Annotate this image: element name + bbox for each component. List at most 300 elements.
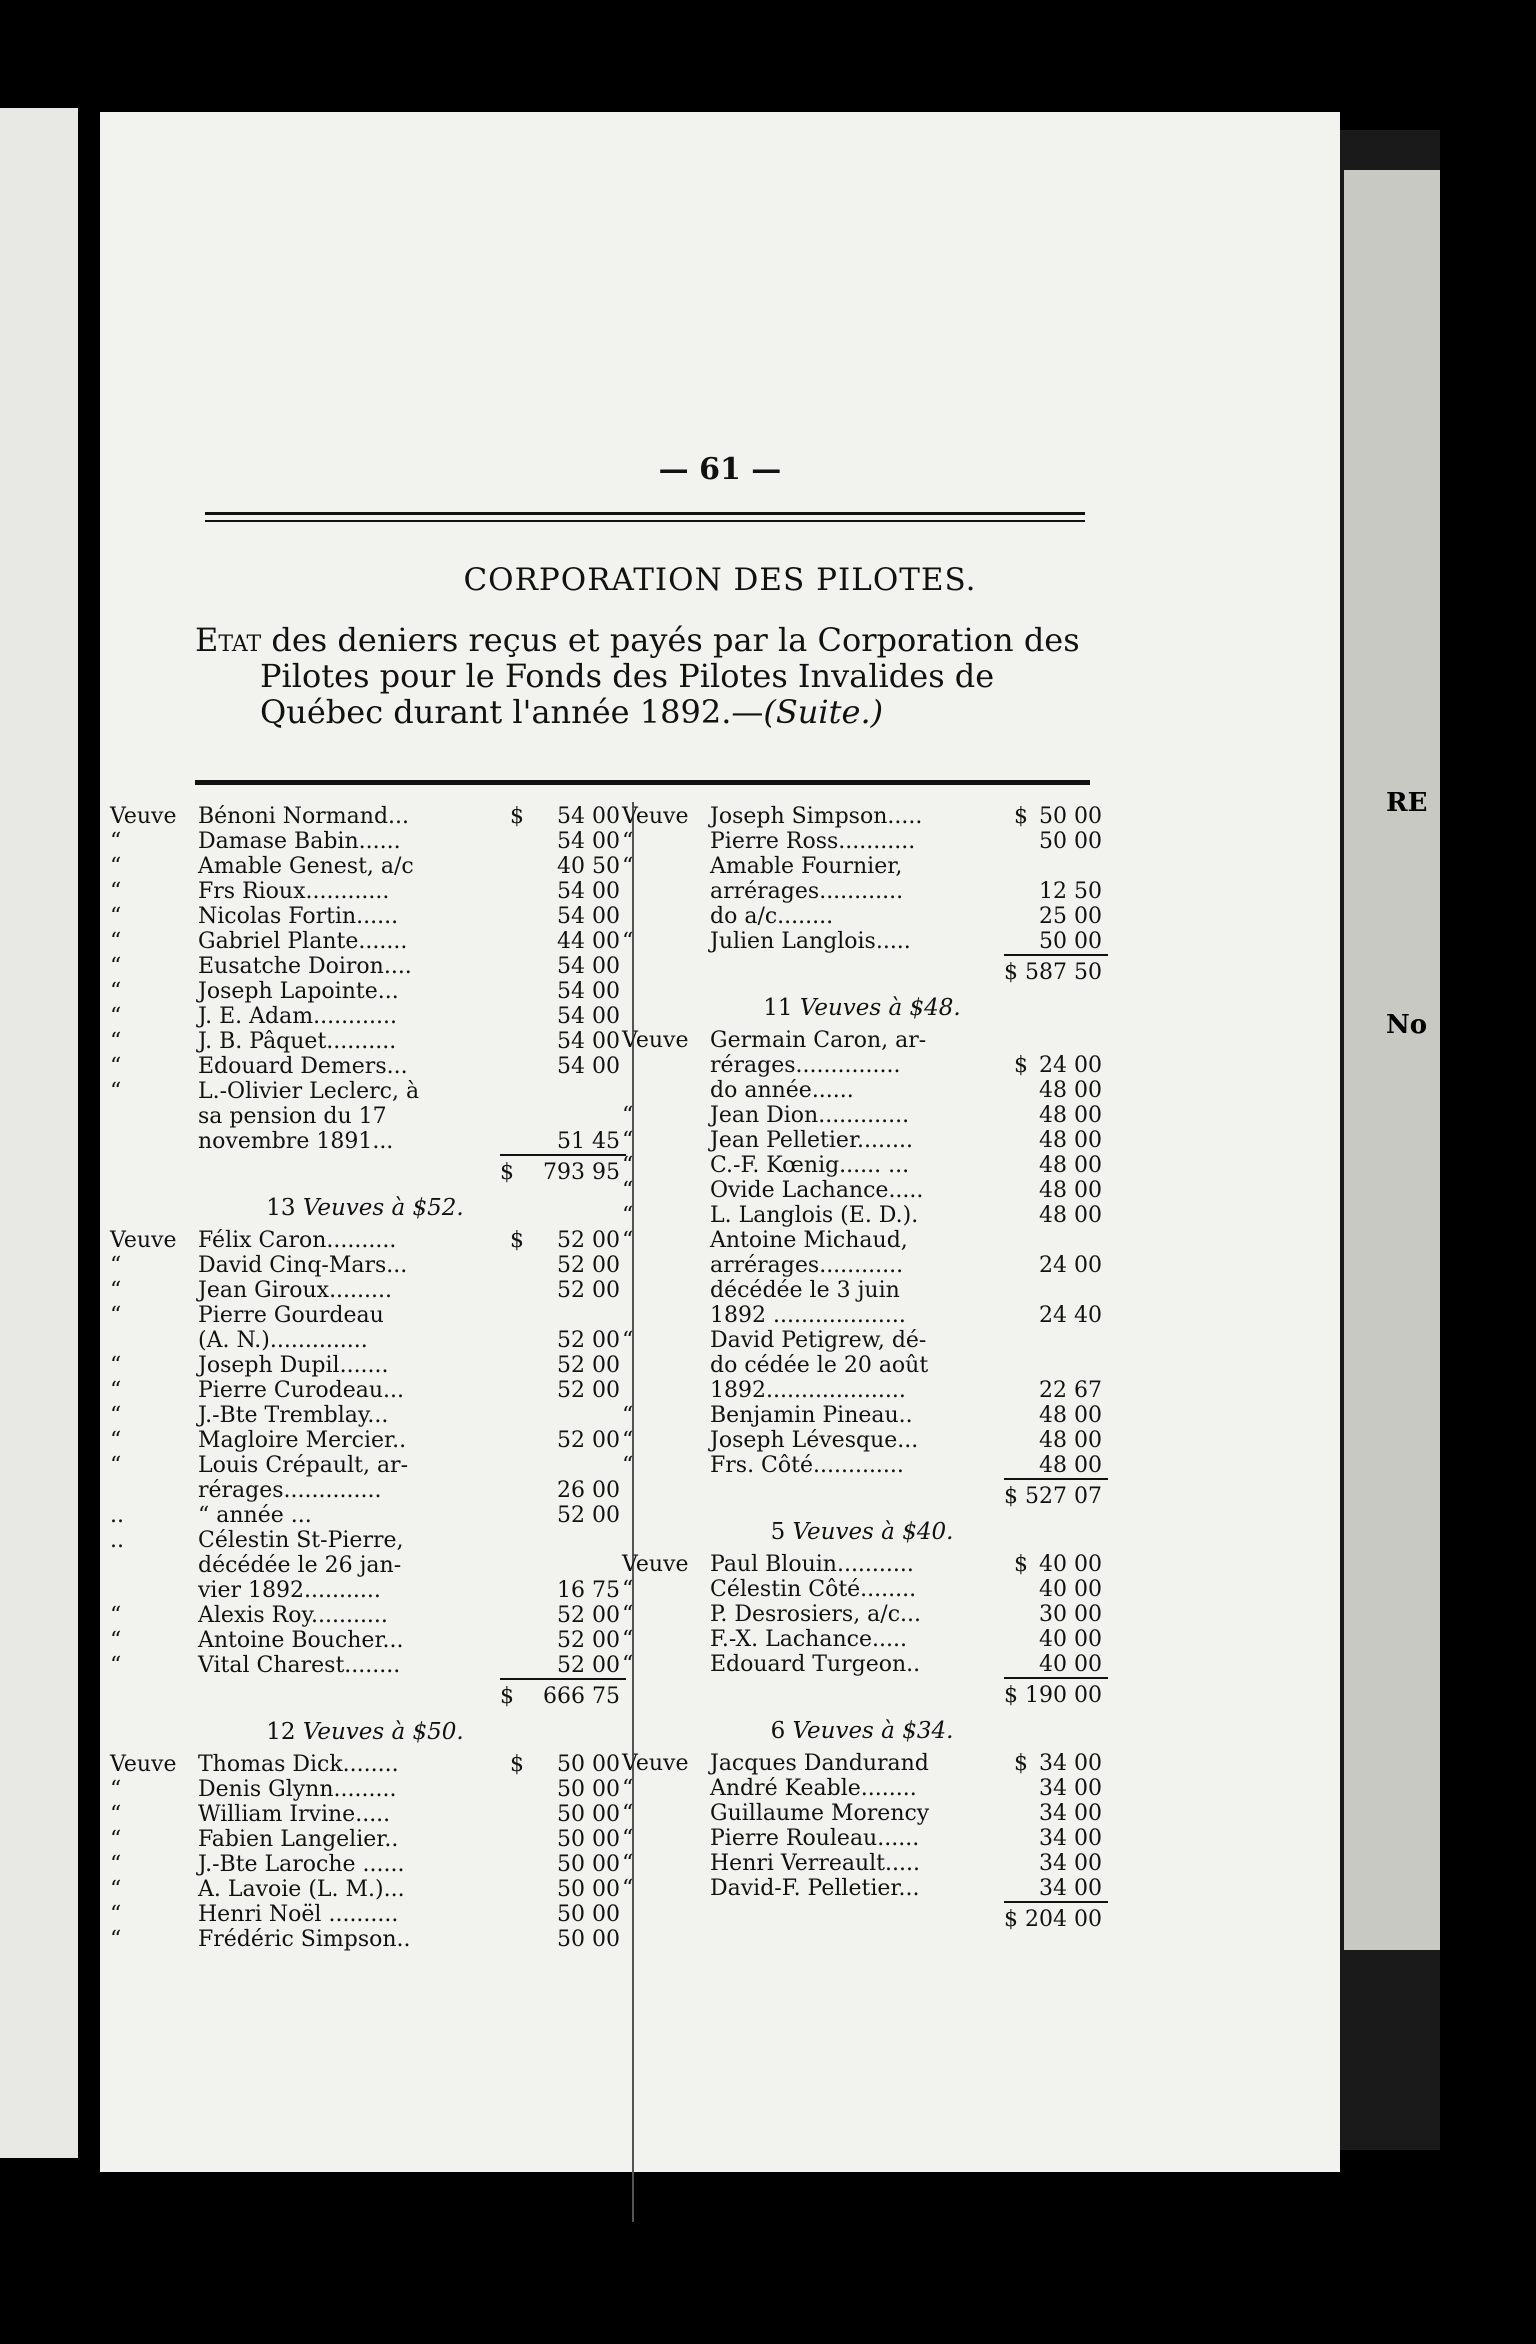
row-name: L. Langlois (E. D.). [710, 1203, 919, 1228]
table-row [622, 854, 1102, 879]
group-total [622, 1478, 1102, 1512]
row-prefix: “ [622, 1328, 634, 1353]
group-heading [110, 1712, 620, 1752]
row-name: Amable Fournier, [710, 854, 903, 879]
row-amount: 48 00 [1039, 1203, 1102, 1228]
table-row [622, 1403, 1102, 1428]
row-amount: 48 00 [1039, 1403, 1102, 1428]
row-amount: 24 00 [1039, 1053, 1102, 1078]
row-prefix: “ [622, 1652, 634, 1677]
table-row [110, 1528, 620, 1553]
row-name: Amable Genest, a/c [198, 854, 414, 879]
row-name: do cédée le 20 août [710, 1353, 929, 1378]
total-amount: 527 07 [1025, 1484, 1102, 1509]
row-amount: 50 00 [557, 1852, 620, 1877]
row-name: do a/c........ [710, 904, 834, 929]
row-amount: 52 00 [557, 1503, 620, 1528]
table-row [622, 1453, 1102, 1478]
total-rule [1004, 1478, 1108, 1480]
row-prefix: “ [110, 1877, 122, 1902]
row-amount: 54 00 [557, 904, 620, 929]
table-row [110, 1553, 620, 1578]
table-row [110, 929, 620, 954]
row-name: Pierre Rouleau...... [710, 1826, 920, 1851]
row-amount: 50 00 [1039, 929, 1102, 954]
table-row [110, 1777, 620, 1802]
row-prefix: “ [110, 829, 122, 854]
table-row [622, 1053, 1102, 1078]
row-prefix: “ [622, 1577, 634, 1602]
group-label: Veuves à $48. [799, 995, 961, 1021]
row-amount: 52 00 [557, 1378, 620, 1403]
row-name: Benjamin Pineau.. [710, 1403, 913, 1428]
table-row [110, 1503, 620, 1528]
row-name: Frs. Côté............. [710, 1453, 904, 1478]
group-count: 6 [770, 1718, 786, 1744]
row-name: Eusatche Doiron.... [198, 954, 412, 979]
table-row [110, 1378, 620, 1403]
total-amount: 204 00 [1025, 1907, 1102, 1932]
row-amount: 52 00 [557, 1653, 620, 1678]
table-row [622, 829, 1102, 854]
table-row [110, 1303, 620, 1328]
row-prefix: “ [110, 1079, 122, 1104]
row-amount: 24 00 [1039, 1253, 1102, 1278]
row-prefix: “ [622, 1627, 634, 1652]
group-label: Veuves à $40. [792, 1519, 954, 1545]
row-name: Célestin Côté........ [710, 1577, 917, 1602]
row-prefix: “ [110, 1253, 122, 1278]
table-row [622, 1078, 1102, 1103]
row-prefix: “ [110, 1777, 122, 1802]
row-amount: 52 00 [557, 1428, 620, 1453]
group-count: 13 [266, 1195, 296, 1221]
row-prefix: “ [622, 1876, 634, 1901]
total-rule [1004, 954, 1108, 956]
table-row [622, 929, 1102, 954]
row-amount: 40 00 [1039, 1577, 1102, 1602]
row-prefix: “ [110, 1653, 122, 1678]
row-name: Antoine Michaud, [710, 1228, 908, 1253]
table-row [110, 1403, 620, 1428]
row-name: Jean Dion............. [710, 1103, 910, 1128]
row-name: Edouard Demers... [198, 1054, 408, 1079]
row-amount: 34 00 [1039, 1826, 1102, 1851]
table-row [622, 1178, 1102, 1203]
row-name: Gabriel Plante....... [198, 929, 408, 954]
table-row [110, 1054, 620, 1079]
row-name: Louis Crépault, ar- [198, 1453, 409, 1478]
group-total [622, 954, 1102, 988]
row-prefix: “ [622, 854, 634, 879]
row-prefix: “ [622, 1826, 634, 1851]
row-amount: 50 00 [557, 1927, 620, 1952]
row-name: André Keable........ [710, 1776, 917, 1801]
row-amount: 16 75 [557, 1578, 620, 1603]
row-name: Antoine Boucher... [198, 1628, 404, 1653]
row-amount: 54 00 [557, 804, 620, 829]
table-row [110, 1603, 620, 1628]
table-row [622, 904, 1102, 929]
table-row [110, 1827, 620, 1852]
table-row [110, 1129, 620, 1154]
table-row [110, 879, 620, 904]
row-prefix: “ [622, 1801, 634, 1826]
table-row [622, 1303, 1102, 1328]
row-amount: 54 00 [557, 829, 620, 854]
row-amount: 52 00 [557, 1253, 620, 1278]
total-rule [1004, 1901, 1108, 1903]
group-label: Veuves à $50. [302, 1719, 464, 1745]
row-amount: 48 00 [1039, 1078, 1102, 1103]
row-dollar: $ [1014, 1751, 1028, 1776]
total-dollar: $ [500, 1160, 514, 1185]
row-name: J.-Bte Laroche ...... [198, 1852, 405, 1877]
total-dollar: $ [1004, 1683, 1018, 1708]
row-amount: 44 00 [557, 929, 620, 954]
row-dollar: $ [1014, 1053, 1028, 1078]
row-prefix: “ [110, 1353, 122, 1378]
table-row [622, 1552, 1102, 1577]
row-name: L.-Olivier Leclerc, à [198, 1079, 420, 1104]
row-name: rérages.............. [198, 1478, 382, 1503]
total-amount: 587 50 [1025, 960, 1102, 985]
group-heading [622, 1512, 1102, 1552]
table-row [622, 1378, 1102, 1403]
row-name: Frédéric Simpson.. [198, 1927, 411, 1952]
table-row [622, 1228, 1102, 1253]
row-prefix: “ [110, 929, 122, 954]
table-row [622, 1776, 1102, 1801]
row-prefix: Veuve [622, 1552, 689, 1577]
table-row [622, 1028, 1102, 1053]
row-amount: 52 00 [557, 1278, 620, 1303]
row-prefix: “ [622, 1403, 634, 1428]
row-amount: 48 00 [1039, 1453, 1102, 1478]
row-name: William Irvine..... [198, 1802, 391, 1827]
row-amount: 54 00 [557, 954, 620, 979]
row-name: décédée le 3 juin [710, 1278, 900, 1303]
row-prefix: “ [622, 1776, 634, 1801]
row-prefix: “ [622, 1153, 634, 1178]
group-heading [622, 988, 1102, 1028]
table-row [110, 1802, 620, 1827]
row-prefix: “ [622, 1203, 634, 1228]
row-amount: 22 67 [1039, 1378, 1102, 1403]
table-row [622, 1103, 1102, 1128]
table-row [622, 879, 1102, 904]
margin-fragment-re: RE [1386, 788, 1428, 818]
row-amount: 40 00 [1039, 1627, 1102, 1652]
row-amount: 50 00 [1039, 804, 1102, 829]
intro-text: des deniers reçus et payés par la Corporation des Pilotes pour le Fonds des Pilotes Invalides de Québec durant l'année 1892.— [260, 621, 1080, 731]
row-amount: 50 00 [557, 1752, 620, 1777]
table-row [110, 1079, 620, 1104]
row-name: Joseph Lévesque... [710, 1428, 919, 1453]
total-dollar: $ [1004, 1907, 1018, 1932]
row-name: “ année ... [198, 1503, 312, 1528]
row-prefix: “ [110, 979, 122, 1004]
row-name: novembre 1891... [198, 1129, 394, 1154]
row-prefix: “ [110, 879, 122, 904]
table-row [110, 1253, 620, 1278]
table-row [622, 804, 1102, 829]
row-amount: 51 45 [557, 1129, 620, 1154]
total-rule [500, 1154, 626, 1156]
row-prefix: “ [110, 1453, 122, 1478]
row-prefix: Veuve [110, 1752, 177, 1777]
row-name: Guillaume Morency [710, 1801, 930, 1826]
row-name: C.-F. Kœnig...... ... [710, 1153, 910, 1178]
table-row [110, 1877, 620, 1902]
row-name: Paul Blouin........... [710, 1552, 914, 1577]
row-name: Damase Babin...... [198, 829, 401, 854]
row-prefix: “ [110, 1628, 122, 1653]
row-prefix: “ [110, 1902, 122, 1927]
document-page [100, 112, 1340, 2172]
row-name: Joseph Lapointe... [198, 979, 399, 1004]
table-row [110, 904, 620, 929]
row-prefix: “ [110, 1403, 122, 1428]
row-prefix: “ [110, 1852, 122, 1877]
row-amount: 54 00 [557, 979, 620, 1004]
row-amount: 50 00 [1039, 829, 1102, 854]
row-amount: 54 00 [557, 1054, 620, 1079]
row-name: do année...... [710, 1078, 854, 1103]
row-amount: 30 00 [1039, 1602, 1102, 1627]
table-row [622, 1328, 1102, 1353]
row-prefix: “ [110, 1428, 122, 1453]
row-name: Magloire Mercier.. [198, 1428, 407, 1453]
table-row [110, 1004, 620, 1029]
row-name: Henri Noël .......... [198, 1902, 399, 1927]
table-row [110, 1453, 620, 1478]
row-name: F.-X. Lachance..... [710, 1627, 907, 1652]
page-number: — 61 — [658, 452, 782, 487]
table-row [110, 1927, 620, 1952]
book-gutter [78, 108, 100, 2158]
table-row [110, 854, 620, 879]
row-amount: 48 00 [1039, 1428, 1102, 1453]
table-top-rule [195, 780, 1090, 785]
row-amount: 25 00 [1039, 904, 1102, 929]
row-prefix: “ [110, 1303, 122, 1328]
row-amount: 52 00 [557, 1628, 620, 1653]
row-name: Germain Caron, ar- [710, 1028, 927, 1053]
row-amount: 34 00 [1039, 1851, 1102, 1876]
row-name: J. E. Adam............ [198, 1004, 398, 1029]
row-prefix: Veuve [622, 1028, 689, 1053]
total-rule [1004, 1677, 1108, 1679]
row-prefix: “ [110, 1927, 122, 1952]
row-dollar: $ [510, 1228, 524, 1253]
table-row [622, 1627, 1102, 1652]
row-name: Edouard Turgeon.. [710, 1652, 921, 1677]
table-row [110, 1278, 620, 1303]
row-name: 1892 ................... [710, 1303, 906, 1328]
total-dollar: $ [1004, 960, 1018, 985]
row-prefix: Veuve [110, 1228, 177, 1253]
row-name: David-F. Pelletier... [710, 1876, 920, 1901]
row-name: Pierre Gourdeau [198, 1303, 384, 1328]
row-amount: 52 00 [557, 1353, 620, 1378]
row-prefix: “ [110, 1004, 122, 1029]
row-dollar: $ [1014, 1552, 1028, 1577]
row-prefix: “ [110, 1827, 122, 1852]
table-row [110, 1653, 620, 1678]
table-row [110, 829, 620, 854]
group-label: Veuves à $34. [792, 1718, 954, 1744]
table-row [622, 1801, 1102, 1826]
row-name: (A. N.).............. [198, 1328, 368, 1353]
row-prefix: “ [622, 1602, 634, 1627]
row-dollar: $ [510, 1752, 524, 1777]
row-prefix: “ [110, 954, 122, 979]
row-prefix: “ [110, 1378, 122, 1403]
row-amount: 48 00 [1039, 1128, 1102, 1153]
intro-paragraph [195, 622, 1085, 730]
table-row [110, 954, 620, 979]
row-amount: 52 00 [557, 1328, 620, 1353]
row-name: Nicolas Fortin...... [198, 904, 399, 929]
row-prefix: “ [110, 1278, 122, 1303]
row-name: Vital Charest........ [198, 1653, 401, 1678]
header-rule-top [205, 512, 1085, 515]
table-row [622, 1428, 1102, 1453]
group-heading [110, 1188, 620, 1228]
row-amount: 34 00 [1039, 1876, 1102, 1901]
table-row [110, 1752, 620, 1777]
row-amount: 54 00 [557, 1004, 620, 1029]
row-amount: 50 00 [557, 1902, 620, 1927]
row-amount: 24 40 [1039, 1303, 1102, 1328]
row-prefix: “ [622, 1178, 634, 1203]
row-amount: 50 00 [557, 1777, 620, 1802]
row-name: Thomas Dick........ [198, 1752, 399, 1777]
row-prefix: “ [622, 1428, 634, 1453]
row-dollar: $ [1014, 804, 1028, 829]
row-prefix: “ [622, 1103, 634, 1128]
row-amount: 34 00 [1039, 1801, 1102, 1826]
row-prefix: “ [622, 929, 634, 954]
row-name: Joseph Simpson..... [710, 804, 923, 829]
group-label: Veuves à $52. [302, 1195, 464, 1221]
row-prefix: “ [622, 1228, 634, 1253]
row-amount: 52 00 [557, 1228, 620, 1253]
row-name: Ovide Lachance..... [710, 1178, 924, 1203]
row-name: David Cinq-Mars... [198, 1253, 408, 1278]
table-row [622, 1353, 1102, 1378]
row-amount: 48 00 [1039, 1153, 1102, 1178]
row-prefix: “ [622, 1128, 634, 1153]
row-name: décédée le 26 jan- [198, 1553, 402, 1578]
row-name: vier 1892........... [198, 1578, 381, 1603]
row-name: Bénoni Normand... [198, 804, 410, 829]
table-row [622, 1203, 1102, 1228]
row-name: rérages............... [710, 1053, 901, 1078]
row-prefix: “ [622, 829, 634, 854]
table-row [622, 1652, 1102, 1677]
row-name: 1892.................... [710, 1378, 906, 1403]
total-dollar: $ [1004, 1484, 1018, 1509]
group-count: 12 [266, 1719, 296, 1745]
group-count: 5 [770, 1519, 786, 1545]
total-rule [500, 1678, 626, 1680]
table-row [110, 979, 620, 1004]
row-prefix: “ [110, 1029, 122, 1054]
row-prefix: “ [110, 1054, 122, 1079]
row-amount: 54 00 [557, 879, 620, 904]
row-name: J.-Bte Tremblay... [198, 1403, 389, 1428]
total-dollar: $ [500, 1684, 514, 1709]
row-amount: 12 50 [1039, 879, 1102, 904]
row-prefix: .. [110, 1503, 124, 1528]
total-amount: 666 75 [543, 1684, 620, 1709]
row-amount: 26 00 [557, 1478, 620, 1503]
table-row [622, 1278, 1102, 1303]
row-amount: 50 00 [557, 1827, 620, 1852]
table-row [622, 1577, 1102, 1602]
group-total [110, 1678, 620, 1712]
row-name: A. Lavoie (L. M.)... [198, 1877, 405, 1902]
row-amount: 34 00 [1039, 1751, 1102, 1776]
row-name: Fabien Langelier.. [198, 1827, 399, 1852]
header-rule-bottom [205, 520, 1085, 522]
table-row [622, 1153, 1102, 1178]
next-page-strip [1344, 170, 1440, 1950]
row-name: Jacques Dandurand [710, 1751, 929, 1776]
table-row [110, 1852, 620, 1877]
row-name: Pierre Ross........... [710, 829, 916, 854]
table-row [622, 1602, 1102, 1627]
row-amount: 50 00 [557, 1877, 620, 1902]
row-name: Jean Pelletier........ [710, 1128, 913, 1153]
row-name: Jean Giroux......... [198, 1278, 393, 1303]
row-prefix: .. [110, 1528, 124, 1553]
row-prefix: Veuve [622, 804, 689, 829]
row-amount: 40 00 [1039, 1552, 1102, 1577]
total-amount: 190 00 [1025, 1683, 1102, 1708]
margin-fragment-no: No [1386, 1010, 1428, 1040]
row-amount: 52 00 [557, 1603, 620, 1628]
group-heading [622, 1711, 1102, 1751]
table-row [110, 1428, 620, 1453]
table-row [110, 1029, 620, 1054]
row-name: J. B. Pâquet.......... [198, 1029, 397, 1054]
row-prefix: “ [622, 1851, 634, 1876]
row-prefix: “ [110, 1802, 122, 1827]
row-amount: 48 00 [1039, 1178, 1102, 1203]
table-row [622, 1751, 1102, 1776]
row-name: Denis Glynn......... [198, 1777, 397, 1802]
intro-suite: (Suite.) [763, 693, 884, 731]
table-row [622, 1826, 1102, 1851]
row-name: Pierre Curodeau... [198, 1378, 405, 1403]
row-amount: 48 00 [1039, 1103, 1102, 1128]
row-name: Félix Caron.......... [198, 1228, 397, 1253]
row-name: P. Desrosiers, a/c... [710, 1602, 922, 1627]
row-amount: 34 00 [1039, 1776, 1102, 1801]
row-name: Joseph Dupil....... [198, 1353, 389, 1378]
page-title: CORPORATION DES PILOTES. [463, 562, 977, 598]
group-count: 11 [763, 995, 793, 1021]
row-prefix: Veuve [110, 804, 177, 829]
table-row [622, 1876, 1102, 1901]
row-name: David Petigrew, dé- [710, 1328, 927, 1353]
row-prefix: “ [622, 1453, 634, 1478]
group-total [622, 1677, 1102, 1711]
row-name: Frs Rioux............ [198, 879, 390, 904]
